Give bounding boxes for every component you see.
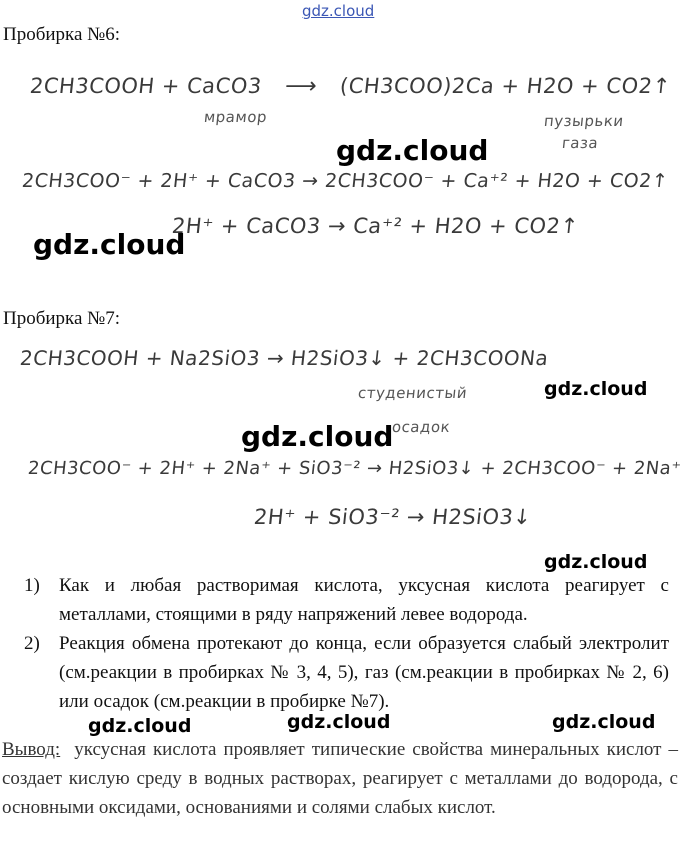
tube7-equation-2: 2CH3COO⁻ + 2H⁺ + 2Na⁺ + SiO3⁻² → H2SiO3↓ + 2CH3COO⁻ + 2Na⁺ xyxy=(26,458,682,479)
tube7-note-gel: студенистый xyxy=(357,384,469,402)
watermark: gdz.cloud xyxy=(544,551,648,573)
tube6-equation-3: 2H⁺ + CaCO3 → Ca⁺² + H2O + CO2↑ xyxy=(170,214,580,238)
tube6-note-bubbles: пузырьки xyxy=(543,112,625,130)
list-item-text: Как и любая растворимая кислота, уксусная кислота реагирует с металлами, стоящими в ряду напряжений левее водорода. xyxy=(59,575,669,625)
list-item-number: 2) xyxy=(24,633,40,654)
tube7-title: Пробирка №7: xyxy=(3,308,121,329)
tube6-arrow: ⟶ xyxy=(283,74,319,99)
tube6-title: Пробирка №6: xyxy=(3,24,121,45)
conclusion xyxy=(2,735,678,822)
conclusion-text: уксусная кислота проявляет типические свойства минеральных кислот – создает кислую среду в водных растворах, реагирует с металлами до водорода, с основными оксидами, основаниями и солями слабых кислот. xyxy=(2,739,678,818)
watermark: gdz.cloud xyxy=(241,420,394,453)
tube6-note-marble: мрамор xyxy=(203,108,268,126)
tube6-note-gas: газа xyxy=(561,134,600,152)
tube7-equation-3: 2H⁺ + SiO3⁻² → H2SiO3↓ xyxy=(252,505,533,529)
tube6-equation-1-right: (CH3COO)2Ca + H2O + CO2↑ xyxy=(338,74,672,98)
list-item xyxy=(18,571,682,629)
tube6-equation-1-left: 2CH3COOH + CaCO3 xyxy=(28,74,263,98)
list-item-number: 1) xyxy=(24,575,40,596)
watermark: gdz.cloud xyxy=(544,378,648,400)
list-item xyxy=(18,629,682,716)
tube7-note-precipitate: осадок xyxy=(391,418,452,436)
list-item-text: Реакция обмена протекают до конца, если образуется слабый электролит (см.реакции в пробирках № 3, 4, 5), газ (см.реакции в пробирках № 2, 6) или осадок (см.реакции в пробирке №7). xyxy=(59,633,669,712)
watermark: gdz.cloud xyxy=(33,228,186,261)
tube7-equation-1: 2CH3COOH + Na2SiO3 → H2SiO3↓ + 2CH3COONa xyxy=(18,346,550,370)
site-link[interactable]: gdz.cloud xyxy=(302,2,375,20)
watermark: gdz.cloud xyxy=(552,711,656,733)
watermark: gdz.cloud xyxy=(88,715,192,737)
watermark: gdz.cloud xyxy=(336,134,489,167)
conclusion-label: Вывод: xyxy=(2,739,61,760)
watermark: gdz.cloud xyxy=(287,711,391,733)
tube6-equation-2: 2CH3COO⁻ + 2H⁺ + CaCO3 → 2CH3COO⁻ + Ca⁺² + H2O + CO2↑ xyxy=(20,170,670,192)
